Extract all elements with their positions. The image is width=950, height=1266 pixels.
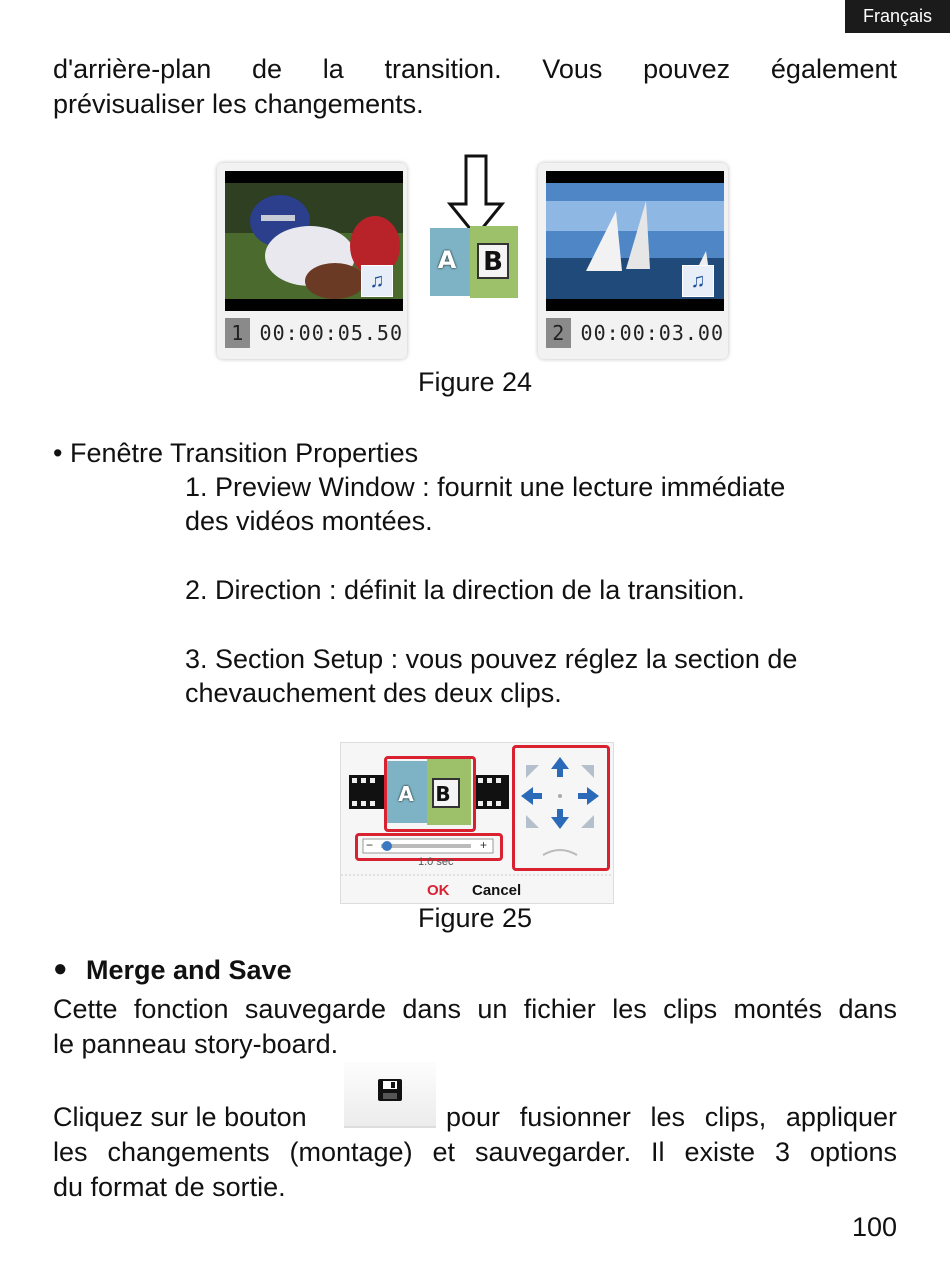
tile-b-label: B [483, 247, 503, 277]
item-3-line-2: chevauchement des deux clips. [185, 678, 562, 708]
direction-highlight [512, 745, 610, 871]
slider-minus-button[interactable]: − [366, 838, 374, 852]
slider-plus-button[interactable]: + [480, 838, 488, 852]
floppy-disk-icon [377, 1078, 403, 1102]
intro-line-1: d'arrière-plan de la transition. Vous pouvez également [53, 54, 897, 84]
merge-save-button[interactable] [344, 1062, 436, 1128]
clip-2-thumbnail[interactable] [538, 163, 728, 359]
clip-1-time: 00:00:05.50 [259, 321, 403, 345]
merge-title: Merge and Save [86, 955, 292, 985]
click-text-after: pour fusionner les clips, appliquer [446, 1102, 897, 1132]
clip-2-info [546, 317, 724, 349]
item-2: 2. Direction : définit la direction de la transition. [185, 575, 745, 605]
panel-tile-a-label: A [398, 782, 414, 806]
clip-1-frame [225, 171, 403, 311]
cancel-button[interactable]: Cancel [472, 882, 522, 899]
ok-button[interactable]: OK [427, 882, 450, 899]
down-arrow-icon [450, 156, 502, 236]
clip-2-time: 00:00:03.00 [580, 321, 724, 345]
tile-a-label: A [437, 246, 457, 274]
figure-24-caption: Figure 24 [417, 367, 533, 397]
language-tab: Français [845, 0, 950, 33]
music-note-icon: ♫ [361, 265, 393, 297]
clip-1-thumbnail[interactable] [217, 163, 407, 359]
merge-desc-line-2: le panneau story-board. [53, 1029, 339, 1059]
duration-label: 1.0 sec [418, 856, 454, 868]
click-text-before: Cliquez sur le bouton [53, 1102, 307, 1132]
merge-line-3: du format de sortie. [53, 1172, 286, 1202]
transition-drop-graphic [428, 152, 523, 302]
clip-2-number: 2 [546, 318, 571, 348]
transition-heading: • Fenêtre Transition Properties [53, 438, 419, 468]
figure-25-caption: Figure 25 [417, 903, 533, 933]
item-1-line-1: 1. Preview Window : fournit une lecture immédiate [185, 472, 786, 502]
clip-1-number: 1 [225, 318, 250, 348]
intro-line-2: prévisualiser les changements. [53, 89, 424, 119]
clip-1-info [225, 317, 403, 349]
item-1-line-2: des vidéos montées. [185, 506, 433, 536]
merge-desc-line-1: Cette fonction sauvegarde dans un fichier les clips montés dans [53, 994, 897, 1024]
panel-tile-b-label: B [435, 782, 451, 806]
music-note-icon: ♫ [682, 265, 714, 297]
merge-line-2: les changements (montage) et sauvegarder. Il existe 3 options [53, 1137, 897, 1167]
item-3-line-1: 3. Section Setup : vous pouvez réglez la section de [185, 644, 798, 674]
clip-2-frame [546, 171, 724, 311]
page-number: 100 [851, 1212, 897, 1242]
merge-bullet: ● [53, 955, 68, 982]
